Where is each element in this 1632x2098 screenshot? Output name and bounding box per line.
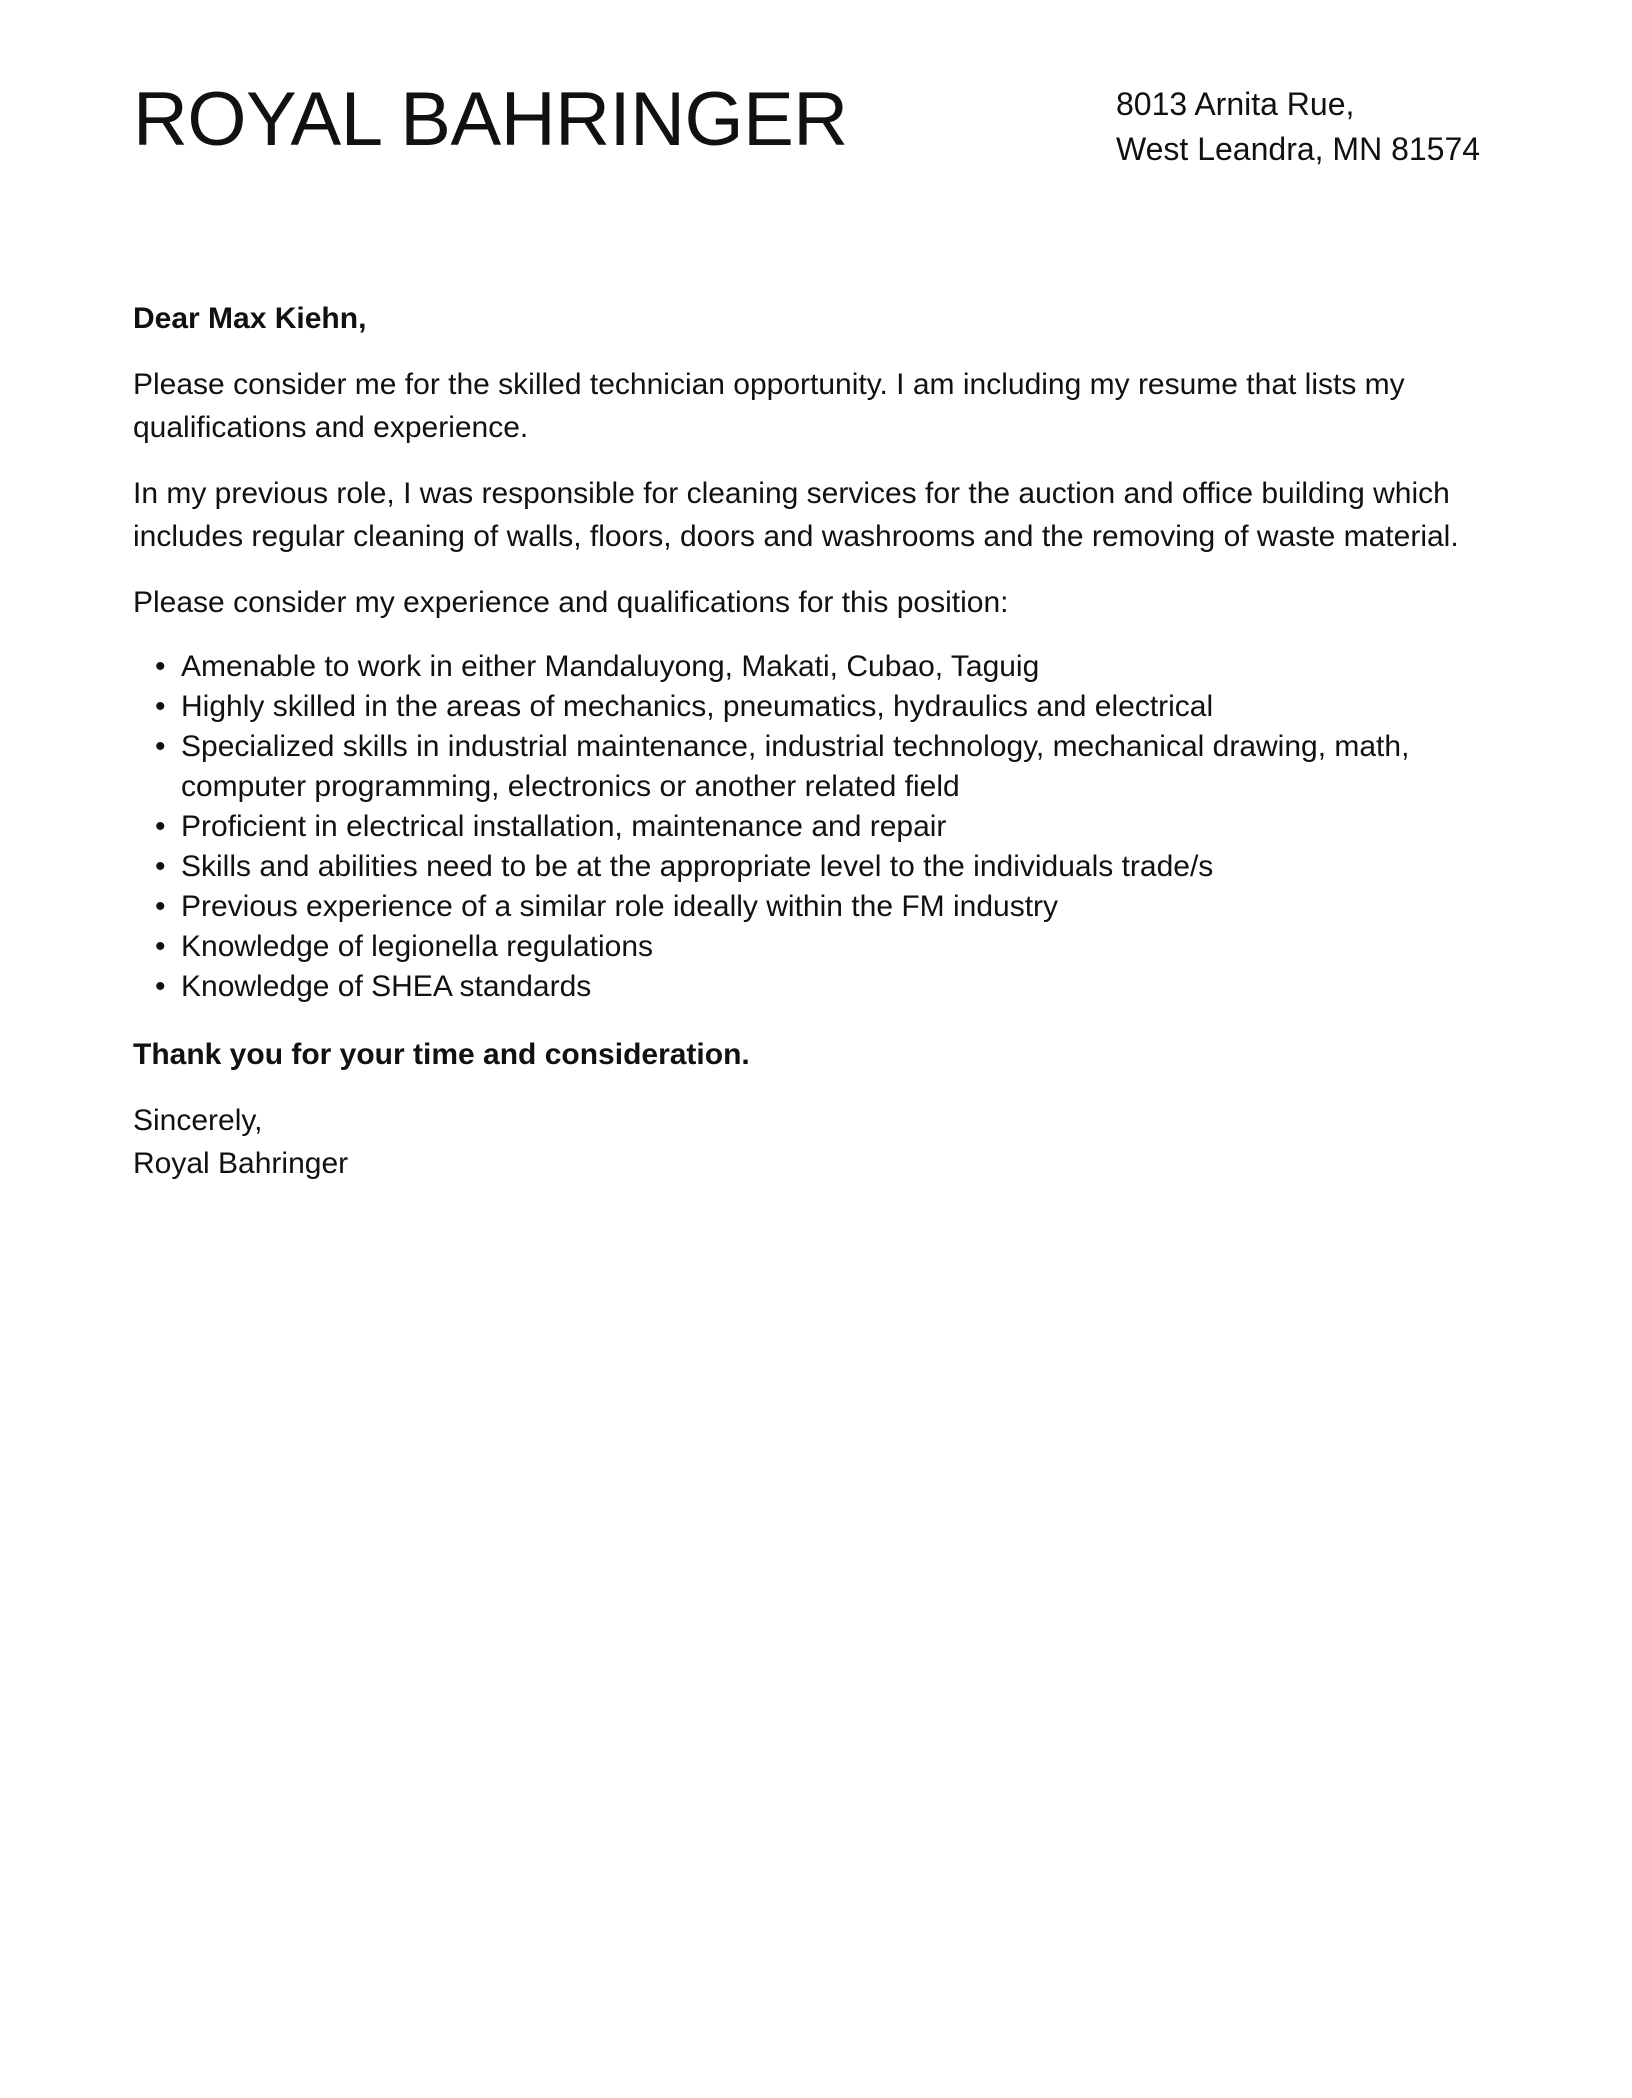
- list-item-text: Knowledge of legionella regulations: [181, 930, 654, 963]
- list-item: [133, 847, 1493, 887]
- bullet-icon: •: [155, 810, 166, 843]
- list-item-text: Amenable to work in either Mandaluyong, Makati, Cubao, Taguig: [181, 650, 1040, 683]
- bullet-icon: •: [155, 890, 166, 923]
- address-line-2: West Leandra, MN 81574: [1116, 131, 1481, 167]
- closing-line: Thank you for your time and consideration.: [133, 1038, 750, 1071]
- bullet-icon: •: [155, 850, 166, 883]
- list-item: [133, 927, 1493, 967]
- list-item-text: Knowledge of SHEA standards: [181, 970, 592, 1003]
- qualifications-list: [133, 647, 1493, 1007]
- applicant-name: ROYAL BAHRINGER: [133, 77, 848, 162]
- list-item: [133, 887, 1493, 927]
- address-line-1: 8013 Arnita Rue,: [1116, 86, 1355, 122]
- qualifications-intro: Please consider my experience and qualifications for this position:: [133, 586, 1009, 619]
- bullet-icon: •: [155, 730, 166, 763]
- list-item-text: Proficient in electrical installation, maintenance and repair: [181, 810, 947, 843]
- applicant-address: [1116, 82, 1480, 172]
- bullet-icon: •: [155, 930, 166, 963]
- list-item-text: Specialized skills in industrial maintenance, industrial technology, mechanical drawing, math, computer programming, electronics or another related field: [181, 730, 1410, 803]
- signoff-block: [133, 1099, 1493, 1185]
- experience-paragraph: In my previous role, I was responsible for cleaning services for the auction and office building which includes regular cleaning of walls, floors, doors and washrooms and the removing of waste material.: [133, 477, 1459, 553]
- salutation: Dear Max Kiehn,: [133, 302, 367, 335]
- list-item-text: Highly skilled in the areas of mechanics, pneumatics, hydraulics and electrical: [181, 690, 1214, 723]
- bullet-icon: •: [155, 690, 166, 723]
- intro-paragraph: Please consider me for the skilled technician opportunity. I am including my resume that lists my qualifications and experience.: [133, 368, 1405, 444]
- signature-name: Royal Bahringer: [133, 1147, 349, 1180]
- letter-body: [133, 297, 1493, 1185]
- list-item: [133, 727, 1493, 807]
- list-item: [133, 807, 1493, 847]
- bullet-icon: •: [155, 650, 166, 683]
- signoff: Sincerely,: [133, 1104, 263, 1137]
- list-item-text: Skills and abilities need to be at the appropriate level to the individuals trade/s: [181, 850, 1214, 883]
- bullet-icon: •: [155, 970, 166, 1003]
- list-item: [133, 967, 1493, 1007]
- list-item: [133, 687, 1493, 727]
- list-item-text: Previous experience of a similar role ideally within the FM industry: [181, 890, 1059, 923]
- list-item: [133, 647, 1493, 687]
